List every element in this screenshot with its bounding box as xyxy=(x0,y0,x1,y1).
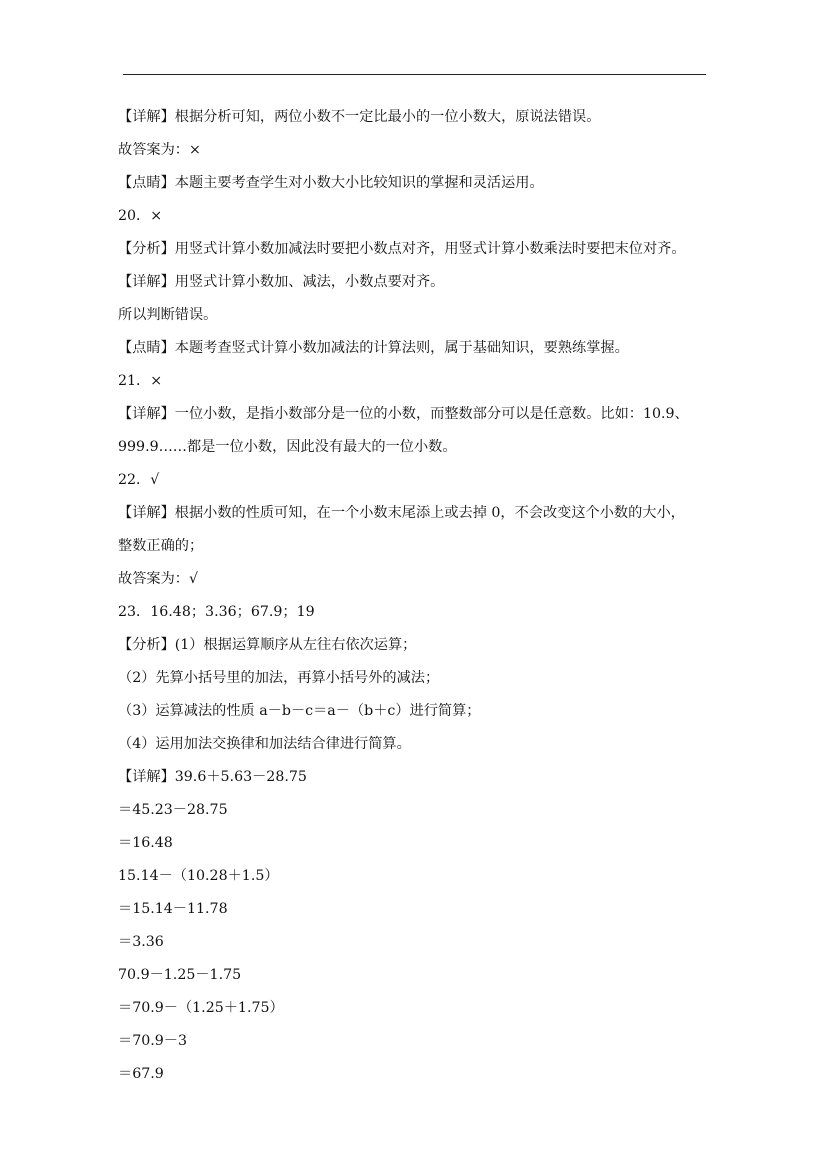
text-line: 【详解】根据分析可知，两位小数不一定比最小的一位小数大，原说法错误。 xyxy=(118,109,601,125)
text-line: （4）运用加法交换律和加法结合律进行简算。 xyxy=(118,736,411,752)
text-line: 15.14－（10.28＋1.5） xyxy=(118,868,279,884)
question-number: 20．× xyxy=(118,208,163,224)
text-line: （2）先算小括号里的加法，再算小括号外的减法； xyxy=(118,670,440,686)
text-line: 整数正确的； xyxy=(118,538,204,554)
text-line: 999.9……都是一位小数，因此没有最大的一位小数。 xyxy=(118,439,457,455)
text-line: （3）运算减法的性质 a－b－c＝a－（b＋c）进行简算； xyxy=(118,703,481,719)
question-number: 22．√ xyxy=(118,472,160,488)
text-line: 【详解】39.6＋5.63－28.75 xyxy=(118,769,307,785)
text-line: 【分析】(1）根据运算顺序从左往右依次运算； xyxy=(118,637,417,653)
text-line: ＝45.23－28.75 xyxy=(118,802,228,818)
text-line: 70.9－1.25－1.75 xyxy=(118,967,242,983)
text-line: 【详解】用竖式计算小数加、减法，小数点要对齐。 xyxy=(118,274,445,290)
text-line: ＝16.48 xyxy=(118,835,173,851)
text-line: 故答案为：√ xyxy=(118,571,198,587)
text-line: ＝67.9 xyxy=(118,1066,164,1082)
header-rule xyxy=(123,74,706,75)
text-line: ＝15.14－11.78 xyxy=(118,901,228,917)
text-line: 故答案为：× xyxy=(118,142,201,158)
text-line: 【分析】用竖式计算小数加减法时要把小数点对齐，用竖式计算小数乘法时要把末位对齐。 xyxy=(118,241,686,257)
text-line: 【详解】一位小数，是指小数部分是一位的小数，而整数部分可以是任意数。比如：10.9、 xyxy=(118,406,689,422)
text-line: 【详解】根据小数的性质可知，在一个小数末尾添上或去掉 0，不会改变这个小数的大小， xyxy=(118,505,685,521)
text-line: ＝70.9－（1.25＋1.75） xyxy=(118,1000,284,1016)
question-number: 23．16.48；3.36；67.9；19 xyxy=(118,604,315,620)
text-line: 【点睛】本题主要考查学生对小数大小比较知识的掌握和灵活运用。 xyxy=(118,175,544,191)
question-number: 21．× xyxy=(118,373,163,389)
text-line: ＝70.9－3 xyxy=(118,1033,187,1049)
text-line: 【点睛】本题考查竖式计算小数加减法的计算法则，属于基础知识，要熟练掌握。 xyxy=(118,340,629,356)
text-line: ＝3.36 xyxy=(118,934,164,950)
text-line: 所以判断错误。 xyxy=(118,307,218,323)
